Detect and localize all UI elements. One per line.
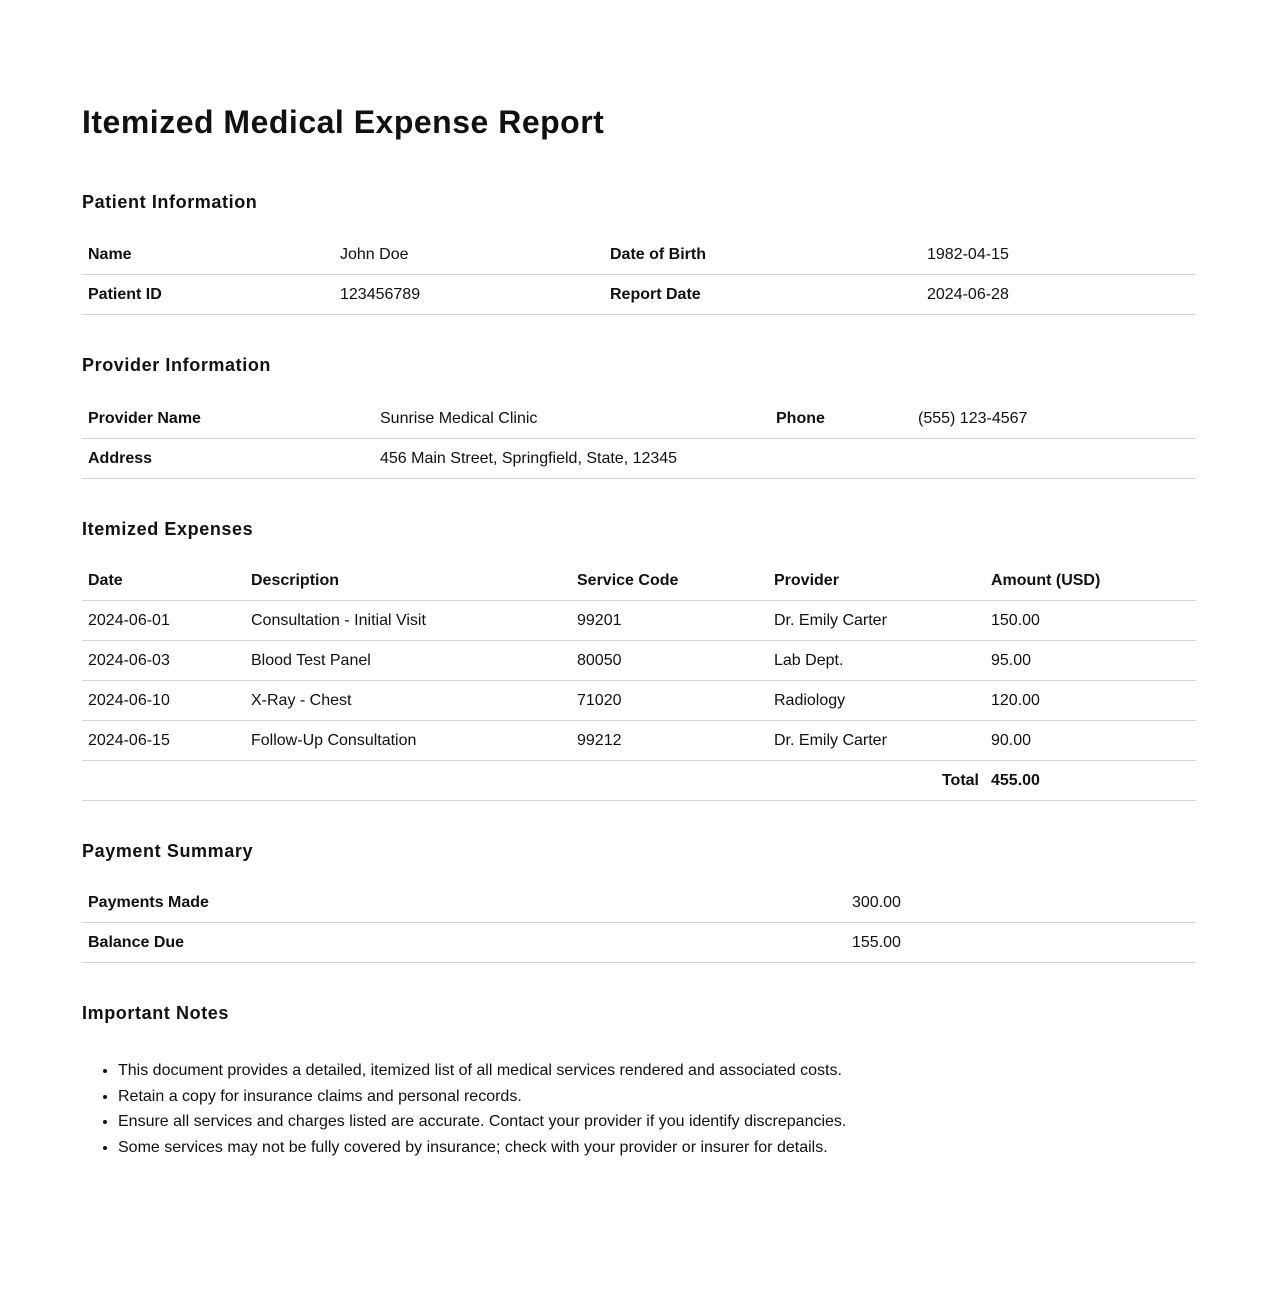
expense-date: 2024-06-10 [82, 681, 245, 721]
column-header-date: Date [82, 561, 245, 601]
important-notes-heading: Important Notes [82, 1003, 230, 1023]
expenses-heading: Itemized Expenses [82, 519, 254, 539]
payment-summary-heading: Payment Summary [82, 841, 254, 861]
report-date-value: 2024-06-28 [921, 275, 1196, 315]
payment-summary-table [82, 883, 1196, 963]
table-row [82, 681, 1196, 721]
provider-name-label: Provider Name [82, 399, 374, 439]
expense-service-code: 99201 [571, 601, 768, 641]
expense-amount: 150.00 [985, 601, 1196, 641]
expense-date: 2024-06-01 [82, 601, 245, 641]
provider-info-heading: Provider Information [82, 355, 272, 375]
provider-row-address [82, 439, 1196, 479]
expense-description: Consultation - Initial Visit [245, 601, 571, 641]
expenses-total-row [82, 761, 1196, 801]
patient-info-table [82, 235, 1196, 315]
table-row [82, 641, 1196, 681]
payment-row-balance [82, 923, 1196, 963]
patient-row-id [82, 275, 1196, 315]
patient-row-name [82, 235, 1196, 275]
notes-list [82, 1058, 1196, 1160]
provider-phone-label: Phone [770, 399, 912, 439]
patient-id-label: Patient ID [82, 275, 334, 315]
table-row [82, 601, 1196, 641]
balance-due-label: Balance Due [82, 923, 846, 963]
payments-made-label: Payments Made [82, 883, 846, 923]
provider-info-table [82, 399, 1196, 479]
expense-date: 2024-06-03 [82, 641, 245, 681]
column-header-description: Description [245, 561, 571, 601]
expense-description: Follow-Up Consultation [245, 721, 571, 761]
column-header-provider: Provider [768, 561, 985, 601]
list-item: • Some services may not be fully covered by insurance; check with your provider or insurer for details. [118, 1135, 1196, 1161]
report-date-label: Report Date [604, 275, 921, 315]
payment-row-paid [82, 883, 1196, 923]
expense-date: 2024-06-15 [82, 721, 245, 761]
expense-description: Blood Test Panel [245, 641, 571, 681]
provider-address-label: Address [82, 439, 374, 479]
total-amount: 455.00 [985, 761, 1196, 801]
report-page [82, 0, 1196, 1160]
patient-dob-label: Date of Birth [604, 235, 921, 275]
list-item: • Ensure all services and charges listed are accurate. Contact your provider if you identify discrepancies. [118, 1109, 1196, 1135]
balance-due-value: 155.00 [846, 923, 1196, 963]
list-item: • Retain a copy for insurance claims and personal records. [118, 1084, 1196, 1110]
patient-name-value: John Doe [334, 235, 604, 275]
column-header-service-code: Service Code [571, 561, 768, 601]
expense-provider: Lab Dept. [768, 641, 985, 681]
column-header-amount: Amount (USD) [985, 561, 1196, 601]
total-label: Total [82, 761, 985, 801]
expense-amount: 120.00 [985, 681, 1196, 721]
expense-description: X-Ray - Chest [245, 681, 571, 721]
expense-service-code: 80050 [571, 641, 768, 681]
payments-made-value: 300.00 [846, 883, 1196, 923]
expense-provider: Dr. Emily Carter [768, 721, 985, 761]
expense-amount: 90.00 [985, 721, 1196, 761]
expense-service-code: 99212 [571, 721, 768, 761]
patient-dob-value: 1982-04-15 [921, 235, 1196, 275]
patient-info-heading: Patient Information [82, 192, 258, 212]
expense-service-code: 71020 [571, 681, 768, 721]
provider-phone-value: (555) 123-4567 [912, 399, 1196, 439]
expenses-table [82, 561, 1196, 801]
provider-name-value: Sunrise Medical Clinic [374, 399, 770, 439]
patient-name-label: Name [82, 235, 334, 275]
provider-address-value: 456 Main Street, Springfield, State, 12345 [374, 439, 1196, 479]
patient-id-value: 123456789 [334, 275, 604, 315]
expense-provider: Dr. Emily Carter [768, 601, 985, 641]
expense-provider: Radiology [768, 681, 985, 721]
table-row [82, 721, 1196, 761]
expense-amount: 95.00 [985, 641, 1196, 681]
expenses-header-row [82, 561, 1196, 601]
provider-row-name [82, 399, 1196, 439]
list-item: • This document provides a detailed, itemized list of all medical services rendered and associated costs. [118, 1058, 1196, 1084]
page-title: Itemized Medical Expense Report [82, 104, 605, 140]
